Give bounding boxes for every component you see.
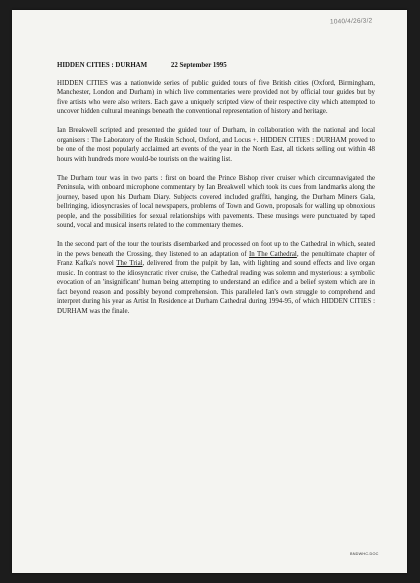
heading-date: 22 September 1995	[170, 62, 227, 69]
heading-title: HIDDEN CITIES : DURHAM	[57, 62, 148, 69]
document-page	[12, 10, 407, 573]
file-code-footer: BNDWHC.DOC	[350, 552, 379, 556]
paragraph-cathedral-text-c: , delivered from the pulpit by Ian, with lighting and sound effects and live organ music. In contrast to the idiosyncratic river cruise, the Cathedral reading was solemn and mysterious: a symbolic evocation of an 'insignificant' human being attempting to understand an edifice and a belief system which are in fact beyond reason and possibly beyond comprehension. This paralleled Ian's own struggle to comprehend and interpret during his year as Artist In Residence at Durham Cathedral during 1994-95, of which HIDDEN CITIES : DURHAM was the finale.	[57, 260, 375, 315]
paragraph-cathedral-text-a: In the second part of the tour the tourists disembarked and processed on foot up to the Cathedral in which, seated in the pews beneath the Crossing, they listened to an adaptation of	[57, 241, 375, 258]
title-the-trial: The Trial	[116, 260, 143, 267]
archive-reference-number: 1040/4/26/3/2	[329, 17, 373, 26]
paragraph-cathedral	[57, 240, 375, 316]
paragraph-intro: HIDDEN CITIES was a nationwide series of public guided tours of five British cities (Oxford, Birmingham, Manchester, London and Durham) in which live commentaries were provided not by official tour guides but by five artists who were also writers. Each gave a uniquely scripted view of their respective city which attempted to uncover hidden cultural meanings beneath the conventional representation of history and heritage.	[57, 79, 375, 115]
document-heading	[57, 61, 375, 71]
paragraph-river-tour: The Durham tour was in two parts : first on board the Prince Bishop river cruiser which circumnavigated the Peninsula, with onboard microphone commentary by Ian Breakwell which took its cues from landmarks along the journey, based upon his Durham Diary. Subjects covered included graffiti, hanging, the Durham Miners Gala, bellringing, idiosyncrasies of local newspapers, problems of Town and Gown, proposals for walling up obnoxious people, and the possibilities for sexual relationships with pavements. These musings were punctuated by taped sound, vocal and musical inserts related to the commentary themes.	[57, 174, 375, 229]
title-in-the-cathedral: In The Cathedral	[249, 250, 297, 258]
paragraph-cathedral-text-b: , the penultimate chapter of Franz Kafka's novel	[57, 250, 376, 267]
paragraph-breakwell: Ian Breakwell scripted and presented the guided tour of Durham, in collaboration with the national and local organisers : The Laboratory of the Ruskin School, Oxford, and Locus +. HIDDEN CITIES : DURHAM proved to be one of the most popularly acclaimed art events of the year in the North East, all tickets selling out within 48 hours with hundreds more would-be tourists on the waiting list.	[57, 127, 375, 163]
document-body	[57, 61, 375, 326]
